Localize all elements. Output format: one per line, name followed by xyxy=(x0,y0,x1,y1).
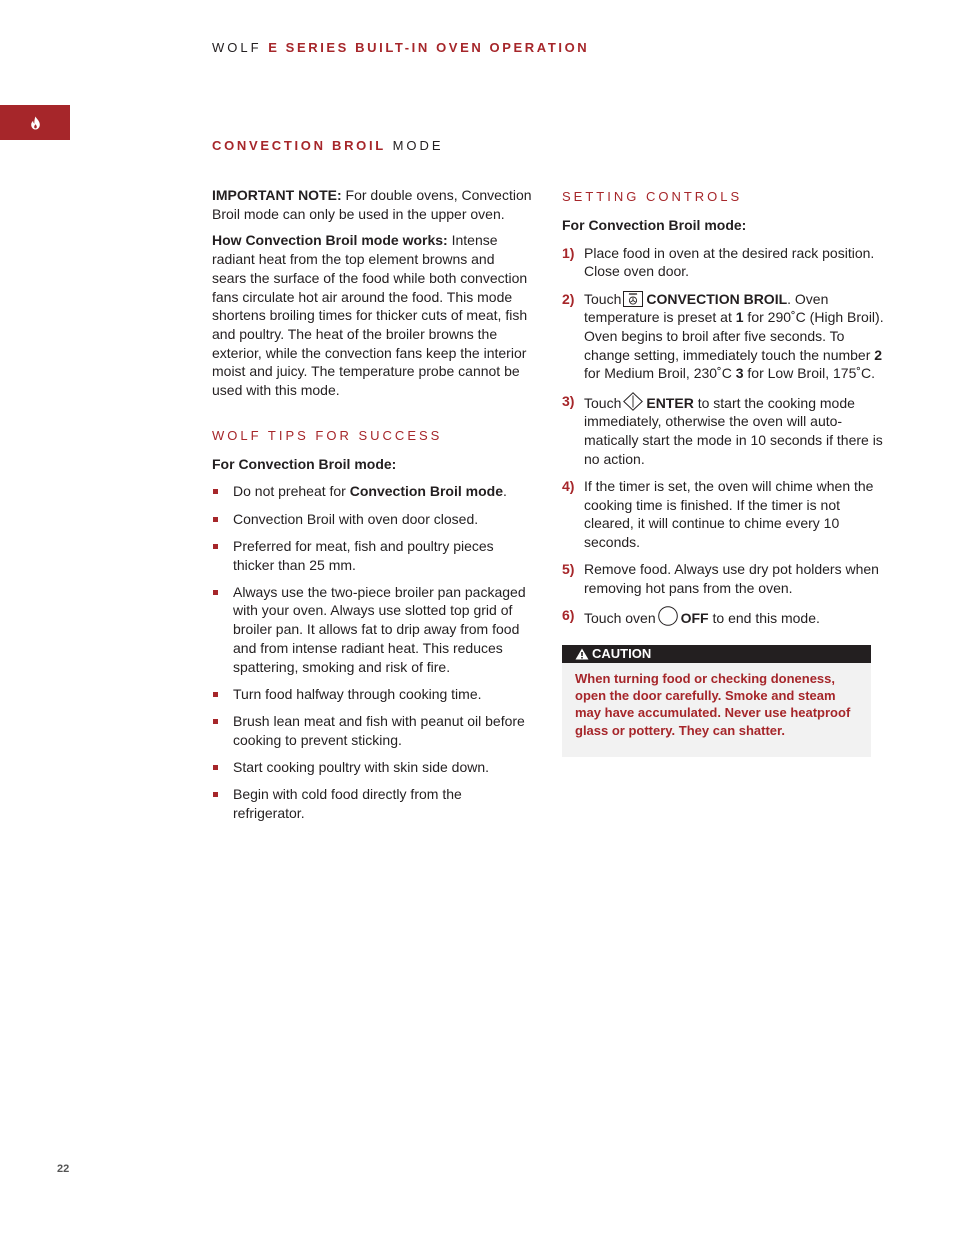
step-text: If the timer is set, the oven will chime when the cooking time is finished. If the timer is not cleared, it will continue to chime every 10 seconds. xyxy=(584,477,874,551)
tip-text-bold: Convection Broil mode xyxy=(349,483,503,500)
tip-text-pre: Do not preheat for xyxy=(233,483,350,500)
step-text-pre: Touch xyxy=(584,394,622,411)
list-item xyxy=(212,510,532,529)
tip-text: Convection Broil with oven door closed. xyxy=(233,510,479,527)
step-text-pre: Touch xyxy=(584,290,622,307)
convection-broil-key-icon xyxy=(623,291,643,307)
brand-name: WOLF xyxy=(212,40,262,55)
step-text-b: for 290˚C (High Broil). Oven begins to broil after five seconds. To change setting, immediately touch the number xyxy=(584,309,884,363)
step-text-pre: Touch oven xyxy=(584,610,656,627)
steps-list xyxy=(562,244,884,628)
controls-subheading: For Convection Broil mode: xyxy=(562,217,747,233)
caution-bar xyxy=(562,645,871,663)
caution-label: CAUTION xyxy=(592,645,652,661)
tips-list xyxy=(212,482,532,822)
how-it-works-text: Intense radiant heat from the top element browns and sears the surface of the food while both convection fans circulate hot air around the food. This mode shortens broiling times for thicker cuts of meat, fish and poultry. The heat of the broiler browns the exterior, while the convection fans keep the interior moist and juicy. The temperature probe cannot be used with this mode. xyxy=(212,232,528,399)
step-key-label: CONVECTION BROIL xyxy=(646,290,788,307)
tip-text: Preferred for meat, fish and poultry pieces thicker than 25 mm. xyxy=(233,537,494,573)
right-column xyxy=(562,186,884,757)
list-item xyxy=(212,785,532,822)
tip-text: Brush lean meat and fish with peanut oil before cooking to prevent sticking. xyxy=(233,712,525,748)
step-text: Place food in oven at the desired rack position. Close oven door. xyxy=(584,244,875,280)
bullet-square-icon xyxy=(213,719,218,724)
tips-subheading: For Convection Broil mode: xyxy=(212,455,397,472)
tip-text: Always use the two-piece broiler pan packaged with your oven. Always use slotted top grid of broiler pan. It allows fat to drip away from food and from intense radiant heat. This reduces spattering, smoking and risk of fire. xyxy=(233,583,526,675)
step-bold-1: 1 xyxy=(735,309,744,326)
step-text-d: for Low Broil, 175˚C. xyxy=(743,365,876,382)
important-note xyxy=(212,186,532,223)
step-text-a: . Oven temperature is preset at xyxy=(584,290,829,326)
list-item xyxy=(212,583,532,677)
caution-box xyxy=(562,645,871,757)
caution-text: When turning food or checking doneness, open the door carefully. Smoke and steam may have accumulated. Never use heatproof glass or pottery. They can shatter. xyxy=(575,670,851,738)
how-it-works xyxy=(212,231,532,399)
step-bold-2: 2 xyxy=(874,346,883,363)
tip-text: Start cooking poultry with skin side down. xyxy=(233,758,490,775)
step-number: 5) xyxy=(562,561,575,578)
step-number: 6) xyxy=(562,607,575,624)
bullet-square-icon xyxy=(213,590,218,595)
step-key-label: OFF xyxy=(680,610,709,627)
off-key-icon xyxy=(658,606,678,626)
list-item xyxy=(212,685,532,704)
tip-text: Begin with cold food directly from the refrigerator. xyxy=(233,786,462,821)
step-item xyxy=(562,606,884,628)
left-column xyxy=(212,186,532,831)
list-item xyxy=(212,758,532,777)
step-item xyxy=(562,477,884,552)
step-text: Remove food. Always use dry pot holders when removing hot pans from the oven. xyxy=(584,561,879,596)
section-title-red: CONVECTION BROIL xyxy=(212,138,386,153)
bullet-square-icon xyxy=(213,517,218,522)
controls-heading: SETTING CONTROLS xyxy=(562,189,743,204)
bullet-square-icon xyxy=(213,792,218,797)
step-text-post: to end this mode. xyxy=(708,610,820,627)
how-it-works-label: How Convection Broil mode works: xyxy=(212,232,448,249)
step-item xyxy=(562,392,884,469)
step-text-c: for Medium Broil, 230˚C xyxy=(584,365,736,382)
bullet-square-icon xyxy=(213,765,218,770)
important-note-text: For double ovens, Convection Broil mode can only be used in the upper oven. xyxy=(212,187,532,222)
step-item xyxy=(562,560,884,597)
section-title xyxy=(212,138,444,154)
page-header xyxy=(212,40,589,56)
enter-key-icon xyxy=(623,392,643,411)
step-key-label: ENTER xyxy=(646,394,694,411)
header-title: E SERIES BUILT-IN OVEN OPERATION xyxy=(268,40,590,55)
list-item xyxy=(212,537,532,574)
important-note-label: IMPORTANT NOTE: xyxy=(212,187,342,203)
tip-text-post: . xyxy=(502,483,507,500)
step-item xyxy=(562,290,884,384)
page-number: 22 xyxy=(57,1163,70,1175)
list-item xyxy=(212,712,532,749)
step-bold-3: 3 xyxy=(735,365,744,382)
bullet-square-icon xyxy=(213,692,218,697)
tip-text: Turn food halfway through cooking time. xyxy=(233,685,482,702)
list-item xyxy=(212,482,532,501)
tips-heading: WOLF TIPS FOR SUCCESS xyxy=(212,427,443,443)
step-number: 4) xyxy=(562,477,575,494)
step-item xyxy=(562,244,884,281)
flame-icon xyxy=(30,116,41,130)
warning-triangle-icon xyxy=(575,648,589,660)
step-number: 2) xyxy=(562,290,575,307)
section-tab xyxy=(0,105,70,140)
step-text-post: to start the cooking mode immediately, otherwise the oven will auto-matically start the mode in 10 seconds if there is no action. xyxy=(584,394,883,467)
step-number: 3) xyxy=(562,392,575,409)
step-number: 1) xyxy=(562,244,575,261)
bullet-square-icon xyxy=(213,544,218,549)
section-title-rest: MODE xyxy=(392,138,444,153)
bullet-square-icon xyxy=(213,489,218,494)
